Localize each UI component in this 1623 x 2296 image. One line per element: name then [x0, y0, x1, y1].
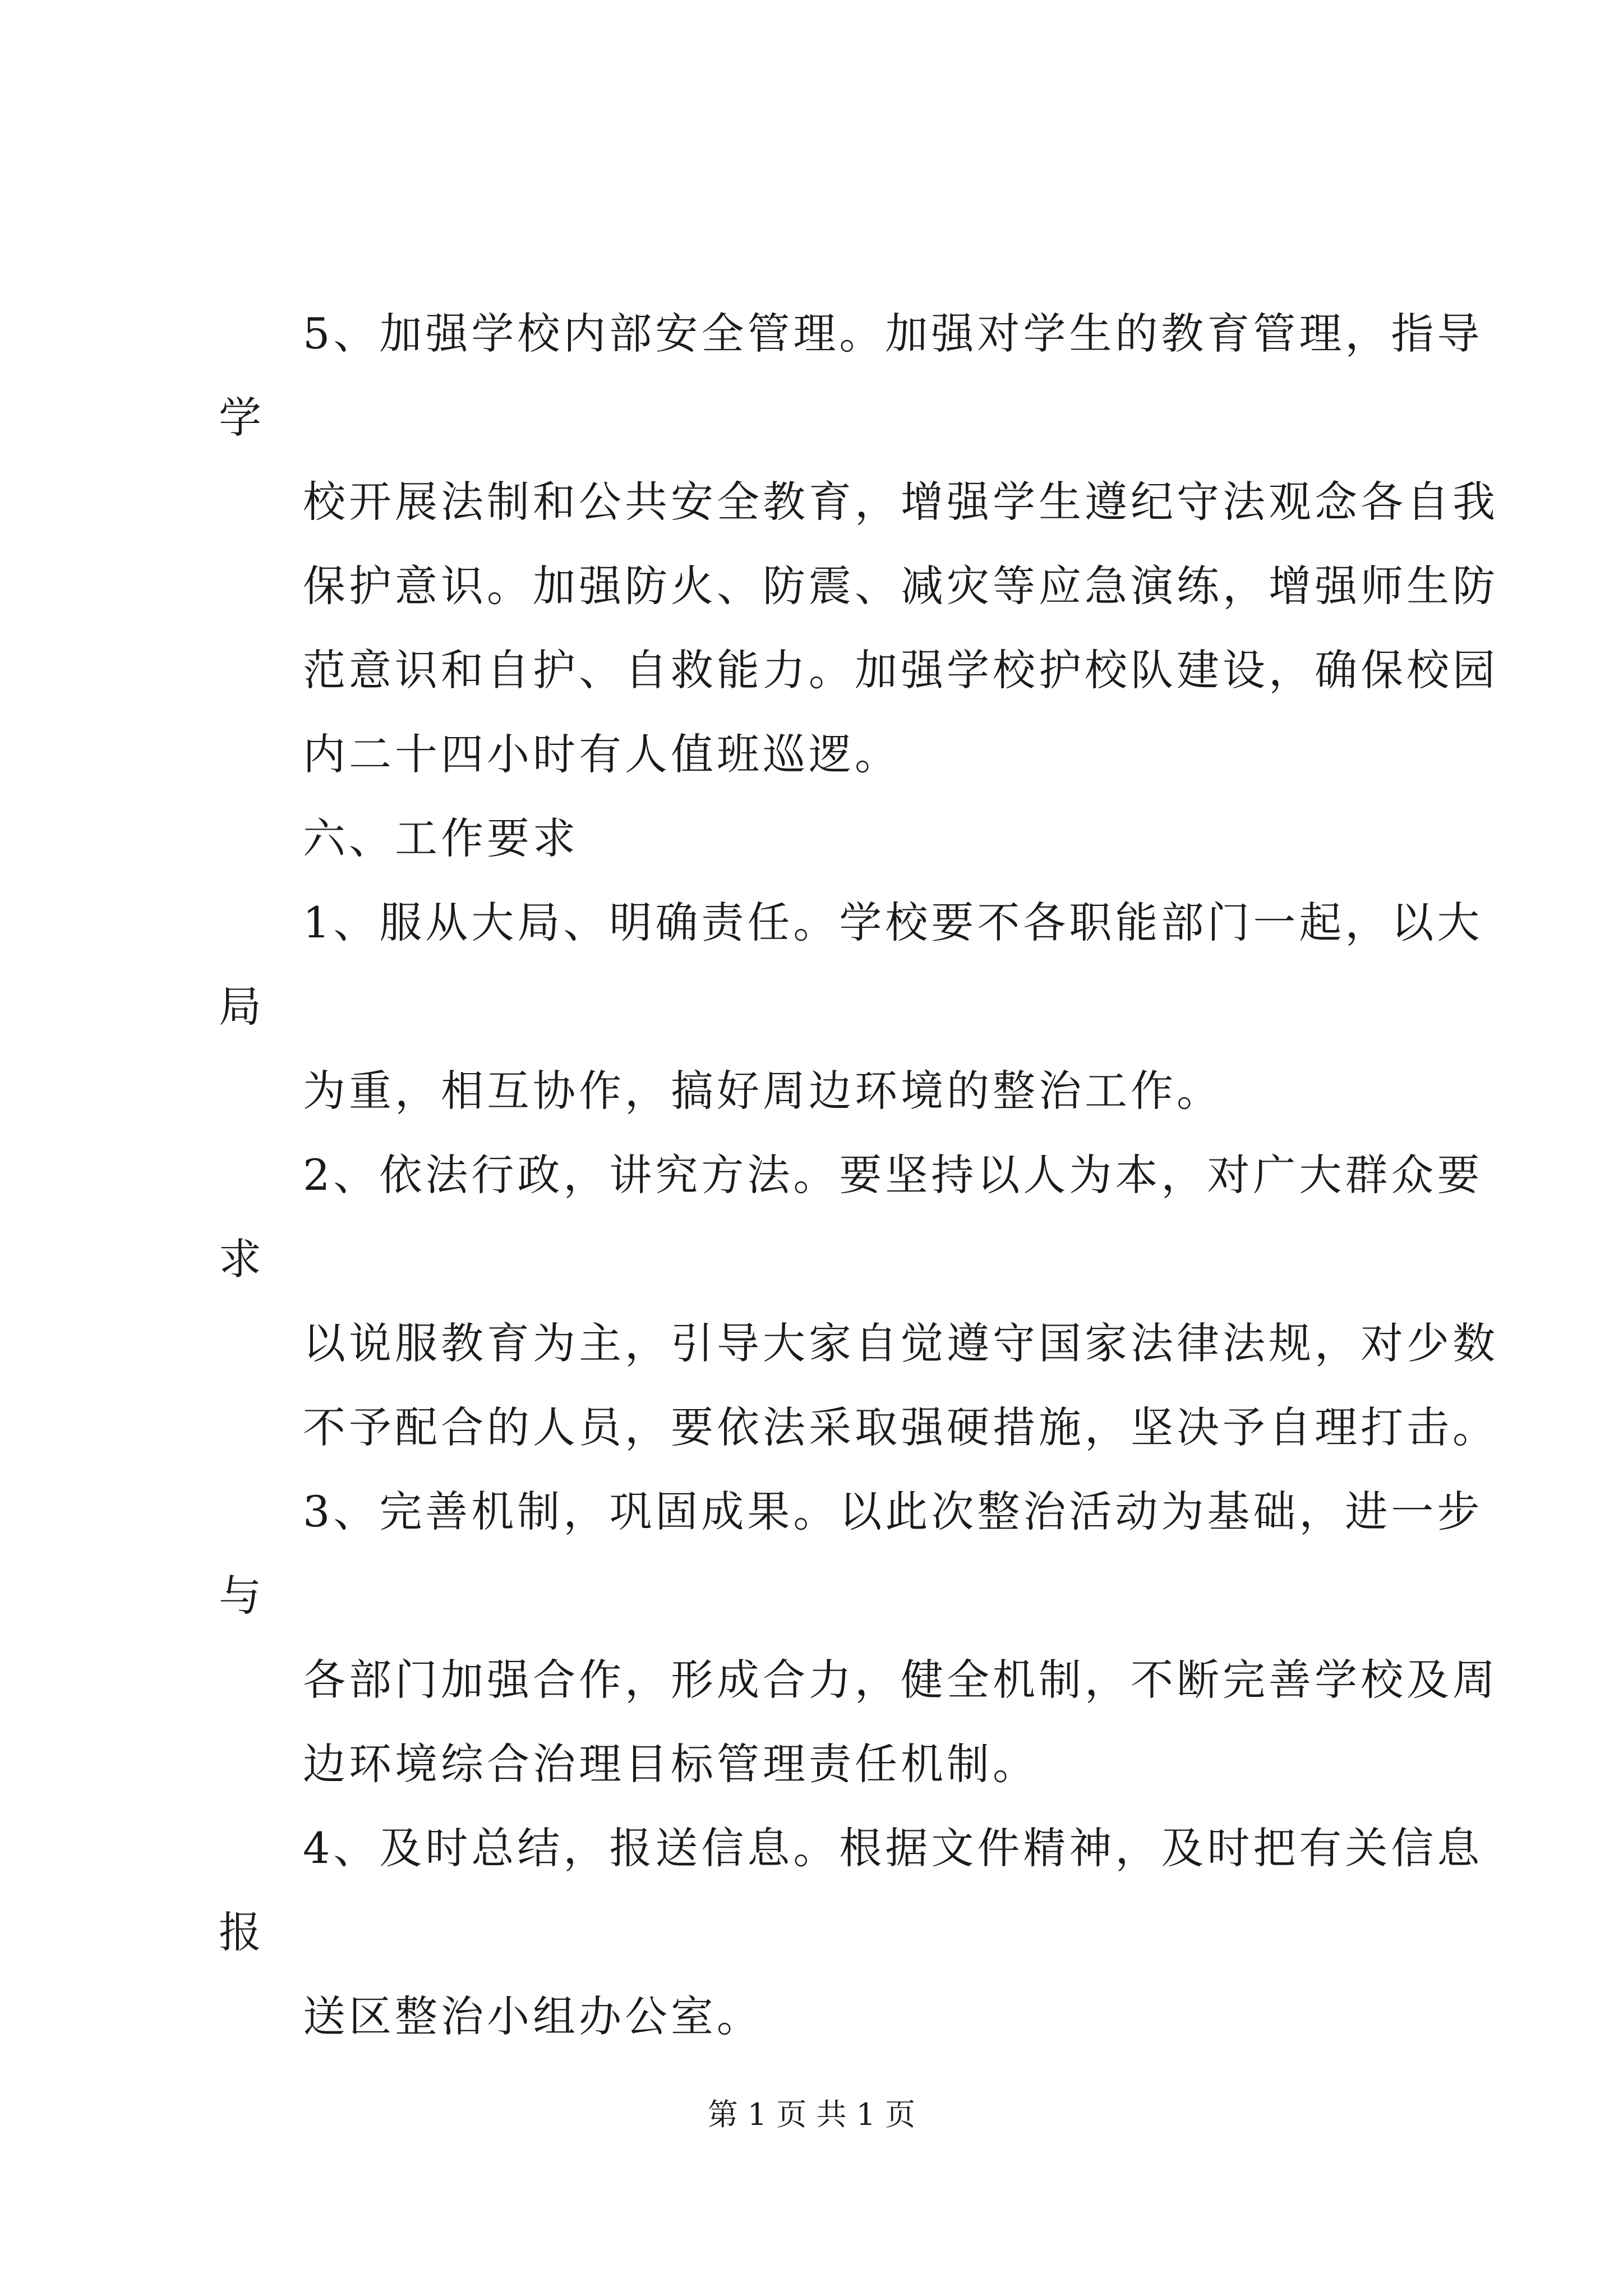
paragraph-line: 不予配合的人员，要依法采取强硬措施，坚决予自理打击。: [303, 1402, 1498, 1452]
paragraph-line: 边环境综合治理目标管理责任机制。: [303, 1739, 1039, 1789]
paragraph-line: 4、及时总结，报送信息。根据文件精神，及时把有关信息: [303, 1823, 1483, 1873]
paragraph-line: 报: [219, 1907, 265, 1957]
paragraph-line: 1、服从大局、明确责任。学校要不各职能部门一起，以大: [303, 898, 1483, 947]
paragraph-line: 保护意识。加强防火、防震、减灾等应急演练，增强师生防: [303, 561, 1498, 611]
paragraph-line: 3、完善机制，巩固成果。以此次整治活动为基础，进一步: [303, 1487, 1483, 1536]
paragraph-line: 范意识和自护、自救能力。加强学校护校队建设，确保校园: [303, 645, 1498, 695]
paragraph-line: 送区整治小组办公室。: [303, 1991, 763, 2041]
paragraph-line: 内二十四小时有人值班巡逻。: [303, 729, 901, 779]
paragraph-line: 与: [219, 1571, 265, 1621]
paragraph-line: 学: [219, 393, 265, 443]
section-heading: 六、工作要求: [303, 813, 579, 863]
paragraph-line: 求: [219, 1234, 265, 1284]
paragraph-line: 5、加强学校内部安全管理。加强对学生的教育管理，指导: [303, 309, 1483, 358]
paragraph-line: 2、依法行政，讲究方法。要坚持以人为本，对广大群众要: [303, 1150, 1483, 1200]
paragraph-line: 局: [219, 982, 265, 1032]
paragraph-line: 以说服教育为主，引导大家自觉遵守国家法律法规，对少数: [303, 1318, 1498, 1368]
paragraph-line: 校开展法制和公共安全教育，增强学生遵纪守法观念各自我: [303, 477, 1498, 527]
page-footer: 第 1 页 共 1 页: [707, 2097, 916, 2132]
paragraph-line: 各部门加强合作，形成合力，健全机制，不断完善学校及周: [303, 1655, 1498, 1705]
paragraph-line: 为重，相互协作，搞好周边环境的整治工作。: [303, 1066, 1223, 1116]
